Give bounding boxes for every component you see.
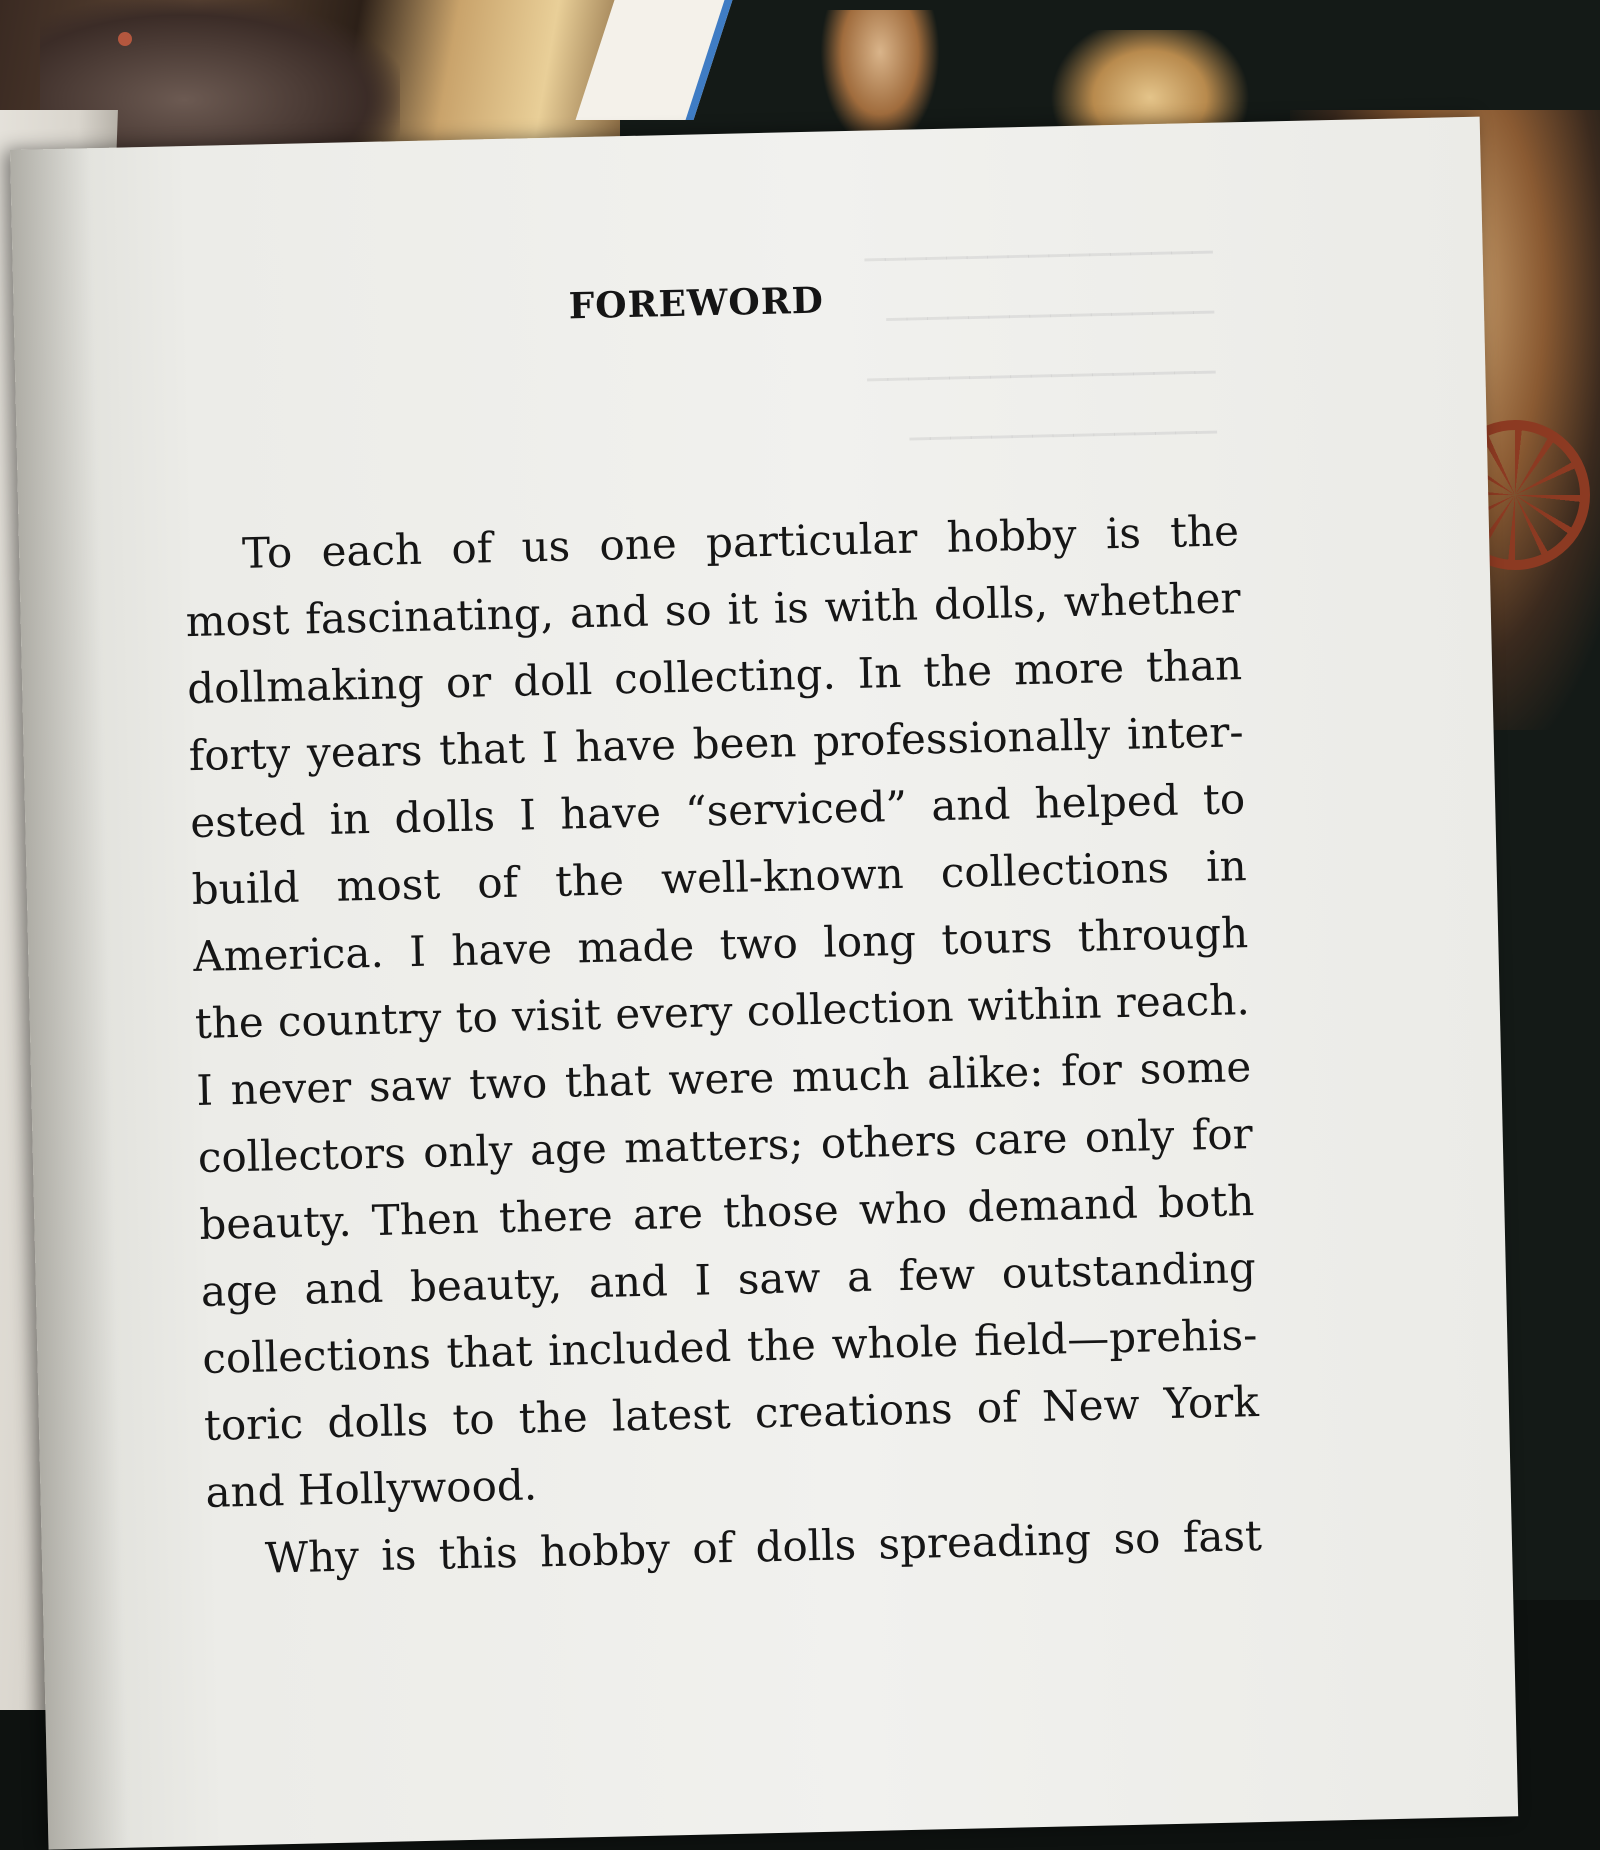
text-line: forty years that I have been professionally inter-: [188, 707, 1245, 781]
text-line: toric dolls to the latest creations of New York: [203, 1376, 1260, 1450]
text-line: collectors only age matters; others care only for: [197, 1109, 1254, 1182]
text-line: most fascinating, and so it is with dolls, whether: [185, 573, 1242, 647]
book-page: [10, 117, 1518, 1850]
text-line: I never saw two that were much alike: for some: [195, 1042, 1252, 1116]
text-line: dollmaking or doll collecting. In the more than: [186, 640, 1243, 714]
text-line: America. I have made two long tours through: [192, 908, 1249, 982]
text-line: Why is this hobby of dolls spreading so fast: [264, 1510, 1263, 1583]
text-line: the country to visit every collection within reach.: [194, 975, 1251, 1049]
text-line: ested in dolls I have “serviced” and helped to: [189, 774, 1246, 848]
foreword-heading: FOREWORD: [568, 279, 825, 328]
text-line: build most of the well-known collections in: [191, 841, 1248, 915]
text-line: age and beauty, and I saw a few outstanding: [200, 1243, 1257, 1316]
text-line: collections that included the whole field—prehis-: [201, 1310, 1258, 1383]
show-through-text: ───────────────── ──────────────── ───────────────── ───────────────: [864, 232, 1218, 460]
foreword-body: [183, 497, 1262, 1593]
text-line: To each of us one particular hobby is the: [241, 506, 1240, 578]
dress-button-decoration: [118, 32, 132, 46]
text-line: beauty. Then there are those who demand both: [198, 1176, 1255, 1249]
text-line: and Hollywood.: [204, 1460, 538, 1517]
